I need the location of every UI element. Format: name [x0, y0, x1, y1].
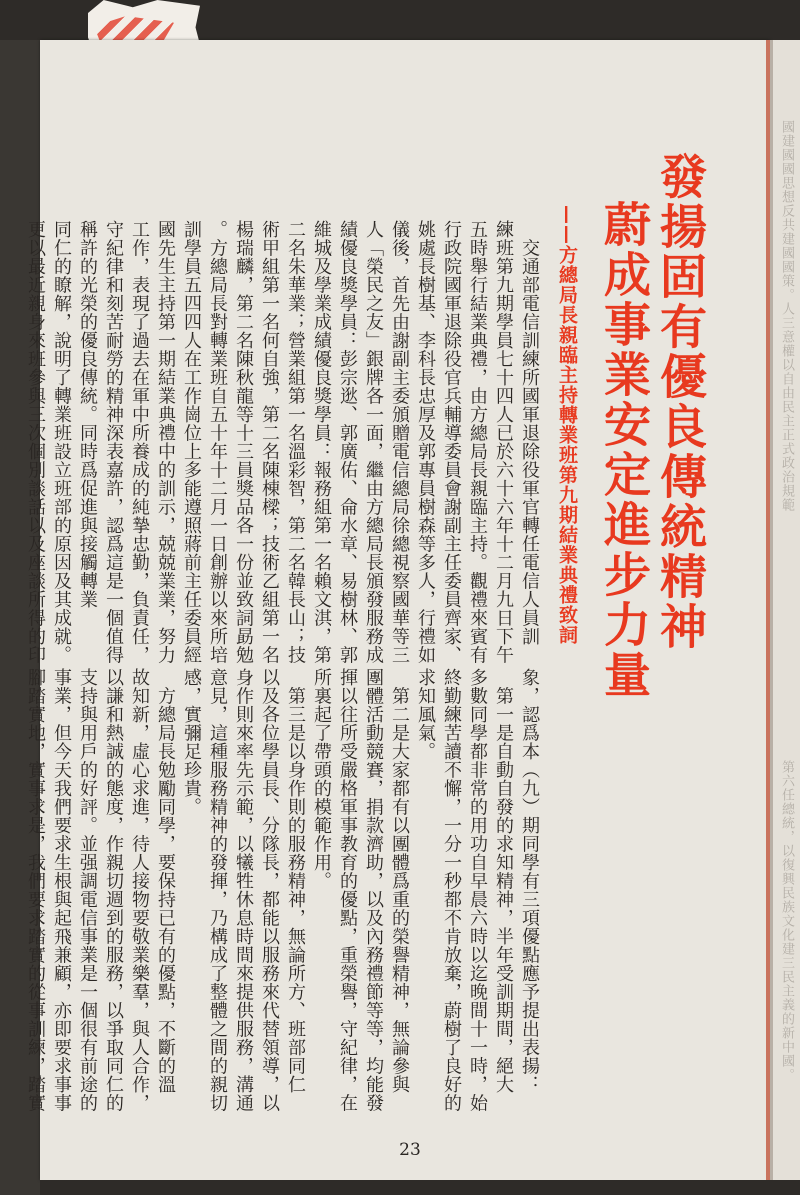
article-subtitle: [555, 205, 579, 645]
text-column: 。方總局長對轉業班自五十年十二月一日創辦以來所培: [207, 220, 228, 664]
text-column: 感，實彌足珍貴。: [181, 668, 202, 816]
text-column: 交通部電信訓練所國軍退除役軍官轉任電信人員訓: [519, 220, 540, 646]
subtitle-dash: ——: [556, 205, 578, 245]
adjacent-page-text: 第六任總統，以復興民族文化建三民主義的新中國。: [779, 760, 794, 1082]
text-column: 練班第九期學員七十四人已於六十六年十二月九日下午: [493, 220, 514, 664]
text-column: 求知風氣。: [415, 668, 436, 761]
background-bottom: [40, 1180, 800, 1195]
adjacent-page-text: 國建國國思想反共建國國策。人三意權以自由民主正式政治規範: [779, 120, 794, 512]
text-column: 訓學員五四四人在工作崗位上多能遵照蔣前主任委員經: [181, 220, 202, 664]
text-column: 以謙和熱誠的態度，作親切週到的服務，以爭取同仁的: [103, 668, 124, 1112]
body-text-lower: [25, 668, 542, 1118]
text-column: 稱許的光榮的優良傳統。同時爲促進與接觸轉業: [77, 220, 98, 609]
text-column: 支持與用戶的好評。並强調電信事業是一個很有前途的: [77, 668, 98, 1112]
text-column: 術甲組第一名何自強，第二名陳棟樑；技術乙組第一名: [259, 220, 280, 664]
article-title-line-2: 蔚成事業安定進步力量: [596, 200, 651, 700]
text-column: 意見，這種服務精神的發揮，乃構成了整體之間的親切: [207, 668, 228, 1112]
text-column: 行政院國軍退除役官兵輔導委員會謝副主任委員齊家、: [441, 220, 462, 664]
text-column: 績優良獎學員：彭宗逖、郭廣佑、侖水章、易樹林、郭: [337, 220, 358, 664]
text-column: 第三是以身作則的服務精神，無論所方、班部同仁: [285, 668, 306, 1094]
article-title-line-1: 發揚固有優良傳統精神: [652, 152, 707, 652]
text-column: 人「榮民之友」銀牌各一面，繼由方總局長頒發服務成: [363, 220, 384, 664]
subtitle-text: 方總局長親臨主持轉業班第九期結業典禮致詞: [556, 245, 578, 645]
text-column: 第一是自動自發的求知精神，半年受訓期間，絕大: [493, 668, 514, 1094]
text-column: 守紀律和刻苦耐勞的精神深表嘉許，認爲這是一個值得: [103, 220, 124, 664]
body-text-upper: [25, 220, 542, 666]
text-column: 工作，表現了過去在軍中所養成的純摯忠勤，負責任，: [129, 220, 150, 664]
text-column: 二名朱華業；營業組第一名溫彩智，第二名韓長山；技: [285, 220, 306, 664]
text-column: 儀後，首先由謝副主委頒贈電信總局徐總視察國華等三: [389, 220, 410, 664]
text-column: 姚處長樹基、李科長忠厚及郭專員樹森等多人，行禮如: [415, 220, 436, 664]
text-column: 揮以往所受嚴格軍事教育的優點，重榮譽，守紀律，在: [337, 668, 358, 1112]
text-column: 團體活動競賽，捐款濟助，以及內務禮節等等，均能發: [363, 668, 384, 1112]
text-column: 事業，但今天我們要求生根與起飛兼顧，亦即要求事事: [51, 668, 72, 1112]
text-column: 第二是大家都有以團體爲重的榮譽精神，無論參與: [389, 668, 410, 1094]
text-column: 更以最近親身來班參與三次個別談話以及座談所得的印: [25, 220, 46, 664]
text-column: 腳踏實地，實事求是，我們要求踏實的從事訓練，踏實: [25, 668, 46, 1112]
text-column: 象，認爲本（九）期同學有三項優點應予提出表揚：: [519, 668, 540, 1094]
text-column: 身作則來率先示範，以犧牲休息時間來提供服務，溝通: [233, 668, 254, 1112]
text-column: 五時舉行結業典禮，由方總局長親臨主持。觀禮來賓有: [467, 220, 488, 664]
text-column: 同仁的瞭解，說明了轉業班設立班部的原因及其成就。: [51, 220, 72, 664]
page-number: 23: [399, 1140, 421, 1160]
text-column: 維城及學業成績優良獎學員：報務組第一名賴文淇，第: [311, 220, 332, 664]
adjacent-page-edge: [770, 40, 800, 1180]
text-column: 方總局長勉勵同學，要保持已有的優點，不斷的溫: [155, 668, 176, 1094]
text-column: 楊瑞麟，第二名陳秋龍等十三員獎品各一份並致詞勗勉: [233, 220, 254, 664]
text-column: 多數同學都非常的用功自早晨六時以迄晚間十一時，始: [467, 668, 488, 1112]
text-column: 以及各位學員長、分隊長，都能以服務來代替領導，以: [259, 668, 280, 1112]
text-column: 所裏起了帶頭的模範作用。: [311, 668, 332, 890]
text-column: 終勤練苦讀不懈，一分一秒都不肯放棄，蔚樹了良好的: [441, 668, 462, 1112]
text-column: 故知新，虛心求進，待人接物要敬業樂羣，與人合作，: [129, 668, 150, 1112]
text-column: 國先生主持第一期結業典禮中的訓示，兢兢業業，努力: [155, 220, 176, 664]
